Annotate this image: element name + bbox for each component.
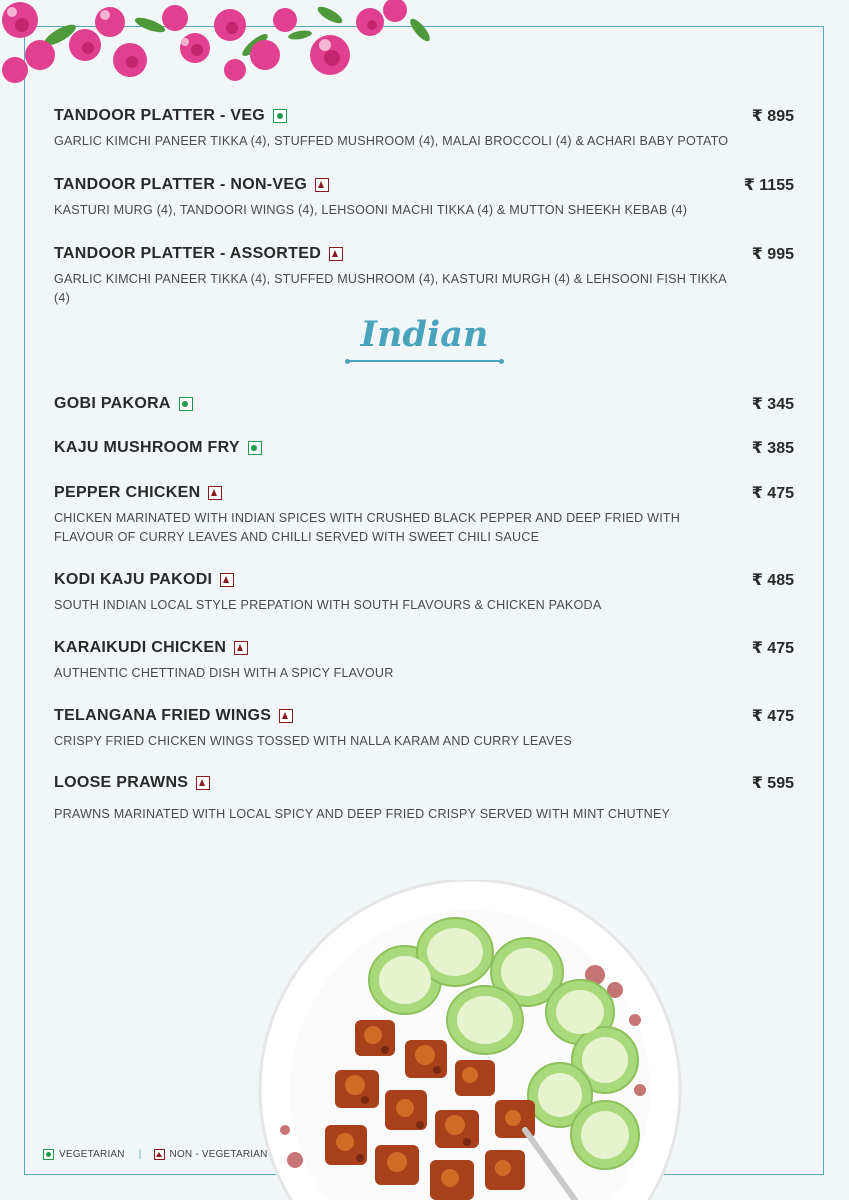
item-description: CRISPY FRIED CHICKEN WINGS TOSSED WITH NALLA KARAM AND CURRY LEAVES bbox=[54, 734, 572, 748]
menu-item-tandoor-platter-nonveg bbox=[54, 175, 794, 220]
item-description: GARLIC KIMCHI PANEER TIKKA (4), STUFFED MUSHROOM (4), KASTURI MURGH (4) & LEHSOONI FISH TIKKA (4) bbox=[54, 272, 727, 305]
veg-icon bbox=[179, 397, 193, 411]
item-name: TANDOOR PLATTER - VEG bbox=[54, 107, 287, 125]
title-underline bbox=[347, 360, 502, 362]
menu-item-kaju-mushroom-fry bbox=[54, 438, 794, 458]
item-price: ₹ 895 bbox=[751, 108, 794, 125]
item-price: ₹ 345 bbox=[751, 396, 794, 413]
diet-legend bbox=[43, 1149, 268, 1160]
item-description: CHICKEN MARINATED WITH INDIAN SPICES WITH CRUSHED BLACK PEPPER AND DEEP FRIED WITH FLAVOUR OF CURRY LEAVES AND CHILLI SERVED WITH SWEET CHILI SAUCE bbox=[54, 511, 681, 544]
item-price: ₹ 995 bbox=[751, 246, 794, 263]
item-description: SOUTH INDIAN LOCAL STYLE PREPATION WITH SOUTH FLAVOURS & CHICKEN PAKODA bbox=[54, 598, 602, 612]
veg-icon bbox=[248, 441, 262, 455]
item-name: TELANGANA FRIED WINGS bbox=[54, 707, 293, 725]
non-veg-icon bbox=[208, 486, 222, 500]
non-veg-icon bbox=[154, 1149, 165, 1160]
non-veg-icon bbox=[220, 573, 234, 587]
item-price: ₹ 475 bbox=[751, 485, 794, 502]
item-price: ₹ 595 bbox=[751, 775, 794, 792]
non-veg-icon bbox=[234, 641, 248, 655]
menu-item-tandoor-platter-assorted bbox=[54, 244, 794, 308]
item-description: GARLIC KIMCHI PANEER TIKKA (4), STUFFED MUSHROOM (4), MALAI BROCCOLI (4) & ACHARI BABY POTATO bbox=[54, 134, 729, 148]
food-plate-image bbox=[255, 880, 685, 1200]
item-description: KASTURI MURG (4), TANDOORI WINGS (4), LEHSOONI MACHI TIKKA (4) & MUTTON SHEEKH KEBAB (4) bbox=[54, 203, 688, 217]
menu-item-loose-prawns bbox=[54, 773, 794, 824]
item-name: TANDOOR PLATTER - NON-VEG bbox=[54, 176, 329, 194]
menu-item-karaikudi-chicken bbox=[54, 638, 794, 683]
item-name: KODI KAJU PAKODI bbox=[54, 571, 234, 589]
legend-veg-label: VEGETARIAN bbox=[59, 1149, 125, 1160]
veg-icon bbox=[273, 109, 287, 123]
item-price: ₹ 385 bbox=[751, 440, 794, 457]
item-price: ₹ 485 bbox=[751, 572, 794, 589]
menu-item-tandoor-platter-veg bbox=[54, 106, 794, 151]
menu-item-kodi-kaju-pakodi bbox=[54, 570, 794, 615]
veg-icon bbox=[43, 1149, 54, 1160]
menu-item-pepper-chicken bbox=[54, 483, 794, 547]
menu-item-gobi-pakora bbox=[54, 394, 794, 414]
legend-nonveg-label: NON - VEGETARIAN bbox=[169, 1149, 268, 1160]
item-price: ₹ 1155 bbox=[743, 177, 794, 194]
legend-separator: | bbox=[138, 1149, 142, 1160]
non-veg-icon bbox=[315, 178, 329, 192]
non-veg-icon bbox=[329, 247, 343, 261]
item-name: KARAIKUDI CHICKEN bbox=[54, 639, 248, 657]
item-description: PRAWNS MARINATED WITH LOCAL SPICY AND DEEP FRIED CRISPY SERVED WITH MINT CHUTNEY bbox=[54, 807, 671, 821]
section-title: Indian bbox=[360, 314, 489, 355]
menu-item-telangana-fried-wings bbox=[54, 706, 794, 751]
item-description: AUTHENTIC CHETTINAD DISH WITH A SPICY FLAVOUR bbox=[54, 666, 394, 680]
item-name: KAJU MUSHROOM FRY bbox=[54, 439, 262, 457]
item-name: GOBI PAKORA bbox=[54, 395, 193, 413]
item-name: PEPPER CHICKEN bbox=[54, 484, 222, 502]
item-name: TANDOOR PLATTER - ASSORTED bbox=[54, 245, 343, 263]
flower-decoration bbox=[0, 0, 440, 100]
item-name: LOOSE PRAWNS bbox=[54, 774, 210, 792]
non-veg-icon bbox=[196, 776, 210, 790]
item-price: ₹ 475 bbox=[751, 640, 794, 657]
item-price: ₹ 475 bbox=[751, 708, 794, 725]
non-veg-icon bbox=[279, 709, 293, 723]
